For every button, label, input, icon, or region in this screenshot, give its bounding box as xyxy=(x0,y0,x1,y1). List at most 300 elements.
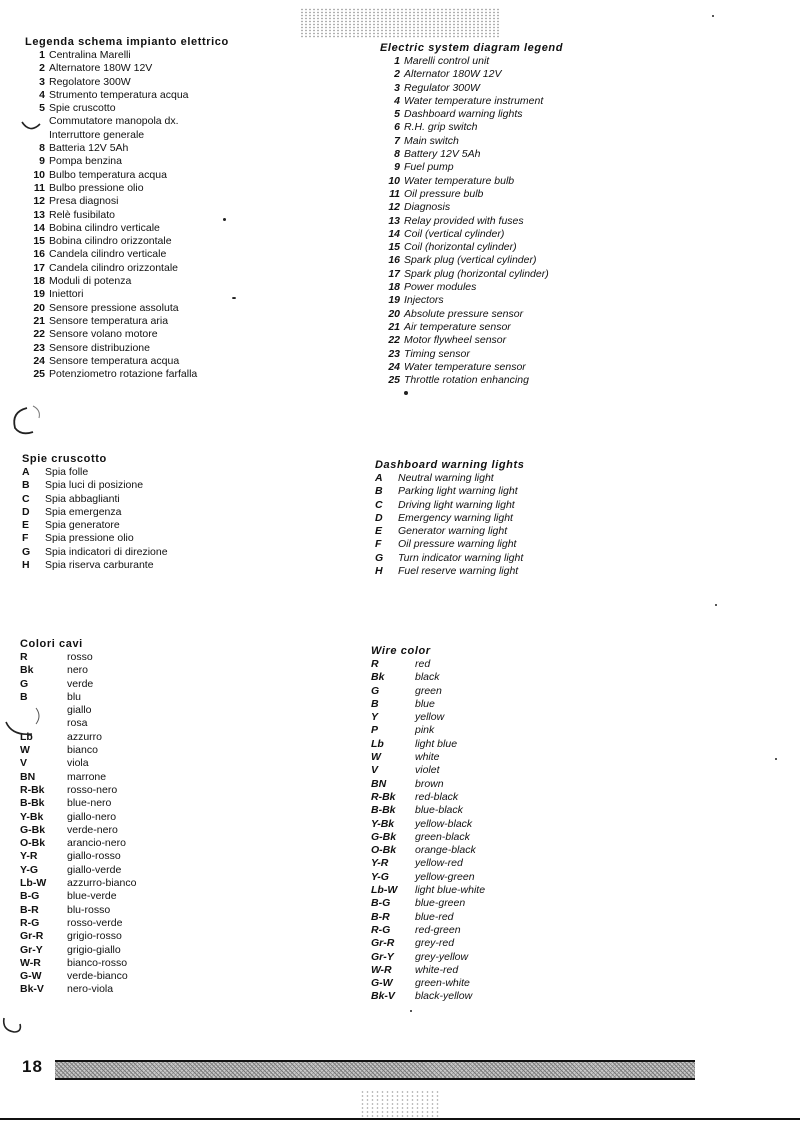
item-text: Diagnosis xyxy=(404,201,451,214)
item-text: light blue xyxy=(415,737,458,750)
list-item xyxy=(371,977,485,990)
item-text: nero xyxy=(67,664,89,677)
scan-noise-top xyxy=(300,8,500,38)
item-text: Relè fusibilato xyxy=(49,208,115,221)
item-code: Lb xyxy=(20,730,33,743)
item-code: Bk xyxy=(371,671,385,684)
item-text: light blue-white xyxy=(415,884,486,897)
item-text: Batteria 12V 5Ah xyxy=(49,142,129,155)
item-code: Gr-R xyxy=(371,937,395,950)
item-text: blue-green xyxy=(415,897,466,910)
list-item xyxy=(25,209,229,222)
list-item xyxy=(371,897,485,910)
list-item xyxy=(380,268,563,281)
item-text: Iniettori xyxy=(49,288,84,301)
item-text: verde-nero xyxy=(67,823,118,836)
list-item xyxy=(20,944,136,957)
list-item xyxy=(25,248,229,261)
item-text: Spark plug (vertical cylinder) xyxy=(404,254,537,267)
item-code: BN xyxy=(371,777,387,790)
item-code: G xyxy=(22,545,31,558)
list-item xyxy=(20,824,136,837)
item-text: verde xyxy=(67,677,94,690)
item-code: B-R xyxy=(20,903,39,916)
list-item xyxy=(375,472,524,485)
item-code: 15 xyxy=(33,235,45,248)
item-code: R-G xyxy=(20,916,40,929)
item-text: Regolatore 300W xyxy=(49,75,131,88)
list-item xyxy=(20,930,136,943)
wire-colors-english-heading: Wire color xyxy=(371,645,431,657)
item-code: D xyxy=(22,505,30,518)
item-code: C xyxy=(22,492,30,505)
item-code: B-Bk xyxy=(371,804,396,817)
item-text: Coil (horizontal cylinder) xyxy=(404,241,517,254)
list-item xyxy=(25,102,229,115)
list-item xyxy=(22,479,168,492)
item-code: F xyxy=(375,538,382,551)
item-code: 3 xyxy=(39,75,45,88)
item-text: Relay provided with fuses xyxy=(404,214,524,227)
item-code: 18 xyxy=(33,275,45,288)
list-item xyxy=(371,698,485,711)
item-code: B-Bk xyxy=(20,797,45,810)
list-item xyxy=(371,685,485,698)
item-code: 12 xyxy=(33,195,45,208)
item-code: 21 xyxy=(388,320,400,333)
item-text: Driving light warning light xyxy=(398,498,515,511)
scan-noise-bottom xyxy=(360,1090,440,1120)
legend-english xyxy=(380,42,563,387)
item-code: 16 xyxy=(33,248,45,261)
list-item xyxy=(371,764,485,777)
item-code: R-Bk xyxy=(371,790,396,803)
item-code: 18 xyxy=(388,281,400,294)
item-text: green xyxy=(415,684,442,697)
item-code: E xyxy=(375,525,383,538)
item-code: A xyxy=(375,472,383,484)
item-code: G xyxy=(20,677,29,690)
list-item xyxy=(371,778,485,791)
item-code: 19 xyxy=(33,288,45,301)
item-text: azzurro-bianco xyxy=(67,877,137,890)
item-code: Bk-V xyxy=(20,983,44,996)
list-item xyxy=(20,890,136,903)
item-text: Fuel pump xyxy=(404,161,454,174)
item-text: Commutatore manopola dx. xyxy=(49,115,179,128)
list-item xyxy=(375,512,524,525)
list-item xyxy=(375,485,524,498)
binder-mark-middle xyxy=(5,400,45,440)
item-code: W-R xyxy=(371,963,392,976)
item-code: 22 xyxy=(388,334,400,347)
dashboard-lights-english xyxy=(375,459,524,578)
binder-mark-lower xyxy=(2,700,42,740)
list-item xyxy=(25,76,229,89)
item-text: Emergency warning light xyxy=(398,511,513,524)
list-item xyxy=(20,957,136,970)
list-item xyxy=(25,155,229,168)
legend-english-heading: Electric system diagram legend xyxy=(380,42,564,54)
item-code: Bk-V xyxy=(371,990,395,1003)
list-item xyxy=(25,89,229,102)
item-code: Y-Bk xyxy=(20,810,44,823)
list-item xyxy=(380,308,563,321)
item-code: 21 xyxy=(33,314,45,327)
binder-mark-bottom xyxy=(0,1010,30,1040)
item-code: 16 xyxy=(388,254,400,267)
list-item xyxy=(380,294,563,307)
list-item xyxy=(25,182,229,195)
list-item xyxy=(371,871,485,884)
item-code: 19 xyxy=(388,294,400,307)
item-code: O-Bk xyxy=(371,844,397,857)
item-text: marrone xyxy=(67,770,107,783)
item-text: blue xyxy=(415,697,435,710)
list-item xyxy=(20,757,136,770)
item-text: rosa xyxy=(67,717,88,730)
list-item xyxy=(25,169,229,182)
item-code: G xyxy=(375,551,384,564)
item-code: R-Bk xyxy=(20,783,45,796)
item-text: blu xyxy=(67,690,82,703)
item-code: 11 xyxy=(389,187,400,200)
footer-rule xyxy=(0,1118,800,1120)
item-text: grey-red xyxy=(415,937,455,950)
wire-colors-italian xyxy=(20,638,136,997)
item-text: Bobina cilindro orizzontale xyxy=(49,235,172,248)
list-item xyxy=(380,334,563,347)
item-code: Lb-W xyxy=(20,877,47,890)
list-item xyxy=(380,68,563,81)
list-item xyxy=(371,804,485,817)
item-code: 10 xyxy=(33,168,45,181)
wire-colors-italian-heading: Colori cavi xyxy=(20,638,83,650)
item-text: bianco-rosso xyxy=(67,956,128,969)
scan-speck xyxy=(223,218,226,221)
item-code: F xyxy=(22,532,29,545)
list-item xyxy=(25,262,229,275)
item-text: Spia luci di posizione xyxy=(45,479,144,492)
item-code: 14 xyxy=(33,221,45,234)
item-text: orange-black xyxy=(415,844,476,857)
list-item xyxy=(380,361,563,374)
item-text: Presa diagnosi xyxy=(49,195,119,208)
list-item xyxy=(25,115,229,128)
item-code: B xyxy=(22,479,30,492)
list-item xyxy=(20,864,136,877)
list-item xyxy=(380,348,563,361)
item-text: giallo-rosso xyxy=(67,850,121,863)
item-code: H xyxy=(22,559,30,572)
item-code: 23 xyxy=(388,347,400,360)
scan-speck xyxy=(715,604,717,606)
item-code: 20 xyxy=(388,307,400,320)
list-item xyxy=(371,884,485,897)
item-code: H xyxy=(375,565,383,578)
list-item xyxy=(380,281,563,294)
list-item xyxy=(380,148,563,161)
list-item xyxy=(20,917,136,930)
list-item xyxy=(380,161,563,174)
item-text: Dashboard warning lights xyxy=(404,108,523,121)
item-code: 3 xyxy=(394,81,400,94)
item-text: nero-viola xyxy=(67,983,114,996)
list-item xyxy=(20,744,136,757)
item-code: B xyxy=(375,485,383,498)
list-item xyxy=(375,499,524,512)
list-item xyxy=(25,62,229,75)
list-item xyxy=(371,924,485,937)
item-code: 25 xyxy=(33,368,45,381)
item-text: white xyxy=(415,751,440,764)
scan-speck xyxy=(410,1010,412,1012)
item-code: R xyxy=(371,658,379,670)
item-text: Alternator 180W 12V xyxy=(404,68,502,81)
item-text: Parking light warning light xyxy=(398,485,518,498)
item-code: G-W xyxy=(371,977,393,990)
list-item xyxy=(380,188,563,201)
item-text: Sensore volano motore xyxy=(49,328,158,341)
list-item xyxy=(20,877,136,890)
item-code: 2 xyxy=(39,62,45,75)
list-item xyxy=(25,355,229,368)
list-item xyxy=(371,831,485,844)
list-item xyxy=(25,222,229,235)
item-text: Candela cilindro orizzontale xyxy=(49,261,178,274)
item-text: viola xyxy=(67,757,89,770)
footer-band xyxy=(55,1060,695,1080)
item-text: Battery 12V 5Ah xyxy=(404,148,481,161)
item-text: Spia indicatori di direzione xyxy=(45,545,168,558)
item-code: 13 xyxy=(388,214,400,227)
item-text: rosso xyxy=(67,651,93,663)
list-item xyxy=(371,844,485,857)
list-item xyxy=(371,658,485,671)
item-text: Interruttore generale xyxy=(49,128,145,141)
item-code: 5 xyxy=(39,102,45,115)
item-text: Timing sensor xyxy=(404,347,470,360)
item-text: Water temperature sensor xyxy=(404,360,526,373)
list-item xyxy=(371,791,485,804)
item-text: Absolute pressure sensor xyxy=(404,307,524,320)
item-code: O-Bk xyxy=(20,837,46,850)
list-item xyxy=(380,321,563,334)
item-code: 24 xyxy=(33,354,45,367)
item-code: 9 xyxy=(394,161,400,174)
page-number: 18 xyxy=(22,1057,43,1076)
dashboard-lights-english-heading: Dashboard warning lights xyxy=(375,459,525,471)
scan-speck xyxy=(712,15,714,17)
item-text: Bulbo temperatura acqua xyxy=(49,168,167,181)
item-code: 8 xyxy=(394,148,400,161)
list-item xyxy=(375,552,524,565)
list-item xyxy=(20,970,136,983)
item-text: Alternatore 180W 12V xyxy=(49,62,153,75)
item-text: Bobina cilindro verticale xyxy=(49,221,160,234)
list-item xyxy=(20,983,136,996)
list-item xyxy=(20,850,136,863)
list-item xyxy=(20,784,136,797)
item-code: 17 xyxy=(33,261,45,274)
item-text: Coil (vertical cylinder) xyxy=(404,227,505,240)
item-code: 5 xyxy=(394,108,400,121)
item-code: 23 xyxy=(33,341,45,354)
item-text: Centralina Marelli xyxy=(49,49,131,61)
item-code: 2 xyxy=(394,68,400,81)
item-text: Neutral warning light xyxy=(398,472,494,484)
item-code: D xyxy=(375,511,383,524)
item-text: Spia pressione olio xyxy=(45,532,134,545)
list-item xyxy=(25,368,229,381)
list-item xyxy=(371,857,485,870)
item-code: W-R xyxy=(20,956,41,969)
item-text: giallo xyxy=(67,704,92,717)
item-text: black-yellow xyxy=(415,990,473,1003)
item-code: 12 xyxy=(388,201,400,214)
list-item xyxy=(380,82,563,95)
scan-speck xyxy=(775,758,777,760)
legend-italian-heading: Legenda schema impianto elettrico xyxy=(25,36,229,48)
legend-italian xyxy=(25,36,229,381)
list-item xyxy=(22,532,168,545)
list-item xyxy=(375,538,524,551)
item-text: Spia folle xyxy=(45,466,89,478)
item-text: grigio-giallo xyxy=(67,943,121,956)
list-item xyxy=(20,837,136,850)
item-text: Pompa benzina xyxy=(49,155,122,168)
item-text: arancio-nero xyxy=(67,837,126,850)
scan-speck xyxy=(232,297,236,299)
item-text: red-black xyxy=(415,790,459,803)
item-code: G-Bk xyxy=(20,823,46,836)
item-code: V xyxy=(20,757,28,770)
item-text: rosso-verde xyxy=(67,916,123,929)
list-item xyxy=(20,797,136,810)
item-code: Y-Bk xyxy=(371,817,395,830)
list-item xyxy=(25,129,229,142)
item-text: grey-yellow xyxy=(415,950,469,963)
item-code: B-G xyxy=(20,890,40,903)
list-item xyxy=(371,818,485,831)
item-text: Spark plug (horizontal cylinder) xyxy=(404,267,549,280)
item-code: Gr-Y xyxy=(371,950,394,963)
item-code: C xyxy=(375,498,383,511)
list-item xyxy=(371,911,485,924)
item-text: rosso-nero xyxy=(67,783,118,796)
item-text: Generator warning light xyxy=(398,525,508,538)
item-text: yellow xyxy=(415,711,445,724)
item-code: Gr-R xyxy=(20,930,44,943)
item-text: Sensore temperatura aria xyxy=(49,314,169,327)
item-text: Spie cruscotto xyxy=(49,102,116,115)
item-text: Water temperature bulb xyxy=(404,174,515,187)
list-item xyxy=(22,506,168,519)
dashboard-lights-italian-list xyxy=(22,466,168,572)
item-code: 1 xyxy=(39,49,45,61)
list-item xyxy=(371,751,485,764)
item-code: Y-G xyxy=(371,870,389,883)
item-code: Gr-Y xyxy=(20,943,43,956)
item-text: Turn indicator warning light xyxy=(398,551,524,564)
item-code: 24 xyxy=(388,360,400,373)
list-item xyxy=(20,771,136,784)
item-text: Power modules xyxy=(404,281,477,294)
item-text: blue-nero xyxy=(67,797,112,810)
item-text: yellow-red xyxy=(415,857,463,870)
list-item xyxy=(25,302,229,315)
list-item xyxy=(371,671,485,684)
list-item xyxy=(380,108,563,121)
item-code: Y xyxy=(371,711,379,724)
item-code: B xyxy=(20,690,28,703)
item-text: Throttle rotation enhancing xyxy=(404,374,529,387)
item-code: Y-R xyxy=(371,857,389,870)
wire-colors-english xyxy=(371,645,485,1004)
item-text: yellow-green xyxy=(415,870,475,883)
item-text: pink xyxy=(415,724,435,737)
item-code: 9 xyxy=(39,155,45,168)
list-item xyxy=(22,519,168,532)
list-item xyxy=(20,664,136,677)
item-text: grigio-rosso xyxy=(67,930,122,943)
list-item xyxy=(22,546,168,559)
list-item xyxy=(25,288,229,301)
item-text: Oil pressure warning light xyxy=(398,538,517,551)
item-text: Main switch xyxy=(404,134,459,147)
item-code: A xyxy=(22,466,30,478)
item-text: giallo-verde xyxy=(67,863,122,876)
item-text: Potenziometro rotazione farfalla xyxy=(49,368,198,381)
list-item xyxy=(371,738,485,751)
item-text: azzurro xyxy=(67,730,103,743)
list-item xyxy=(371,937,485,950)
item-text: Marelli control unit xyxy=(404,55,490,67)
item-text: green-white xyxy=(415,977,470,990)
list-item xyxy=(380,201,563,214)
item-code: W xyxy=(371,751,381,764)
item-text: black xyxy=(415,671,440,684)
binder-mark-top xyxy=(18,112,48,142)
item-code: 8 xyxy=(39,142,45,155)
list-item xyxy=(380,175,563,188)
list-item xyxy=(22,559,168,572)
item-text: Moduli di potenza xyxy=(49,275,132,288)
item-text: Bulbo pressione olio xyxy=(49,181,144,194)
item-text: green-black xyxy=(415,830,470,843)
item-text: white-red xyxy=(415,963,459,976)
list-item xyxy=(20,651,136,664)
list-item xyxy=(25,235,229,248)
item-text: Sensore pressione assoluta xyxy=(49,301,179,314)
item-code: R-G xyxy=(371,923,391,936)
item-text: brown xyxy=(415,777,444,790)
list-item xyxy=(20,678,136,691)
list-item xyxy=(25,328,229,341)
item-code: G-Bk xyxy=(371,830,397,843)
item-code: 20 xyxy=(33,301,45,314)
item-text: Oil pressure bulb xyxy=(404,187,484,200)
item-text: Spia emergenza xyxy=(45,505,122,518)
list-item xyxy=(25,49,229,62)
list-item xyxy=(25,142,229,155)
item-text: blue-black xyxy=(415,804,463,817)
item-text: violet xyxy=(415,764,440,777)
item-code: Lb-W xyxy=(371,884,398,897)
item-text: blue-verde xyxy=(67,890,117,903)
scan-speck xyxy=(404,391,408,395)
dashboard-lights-italian-heading: Spie cruscotto xyxy=(22,453,107,465)
